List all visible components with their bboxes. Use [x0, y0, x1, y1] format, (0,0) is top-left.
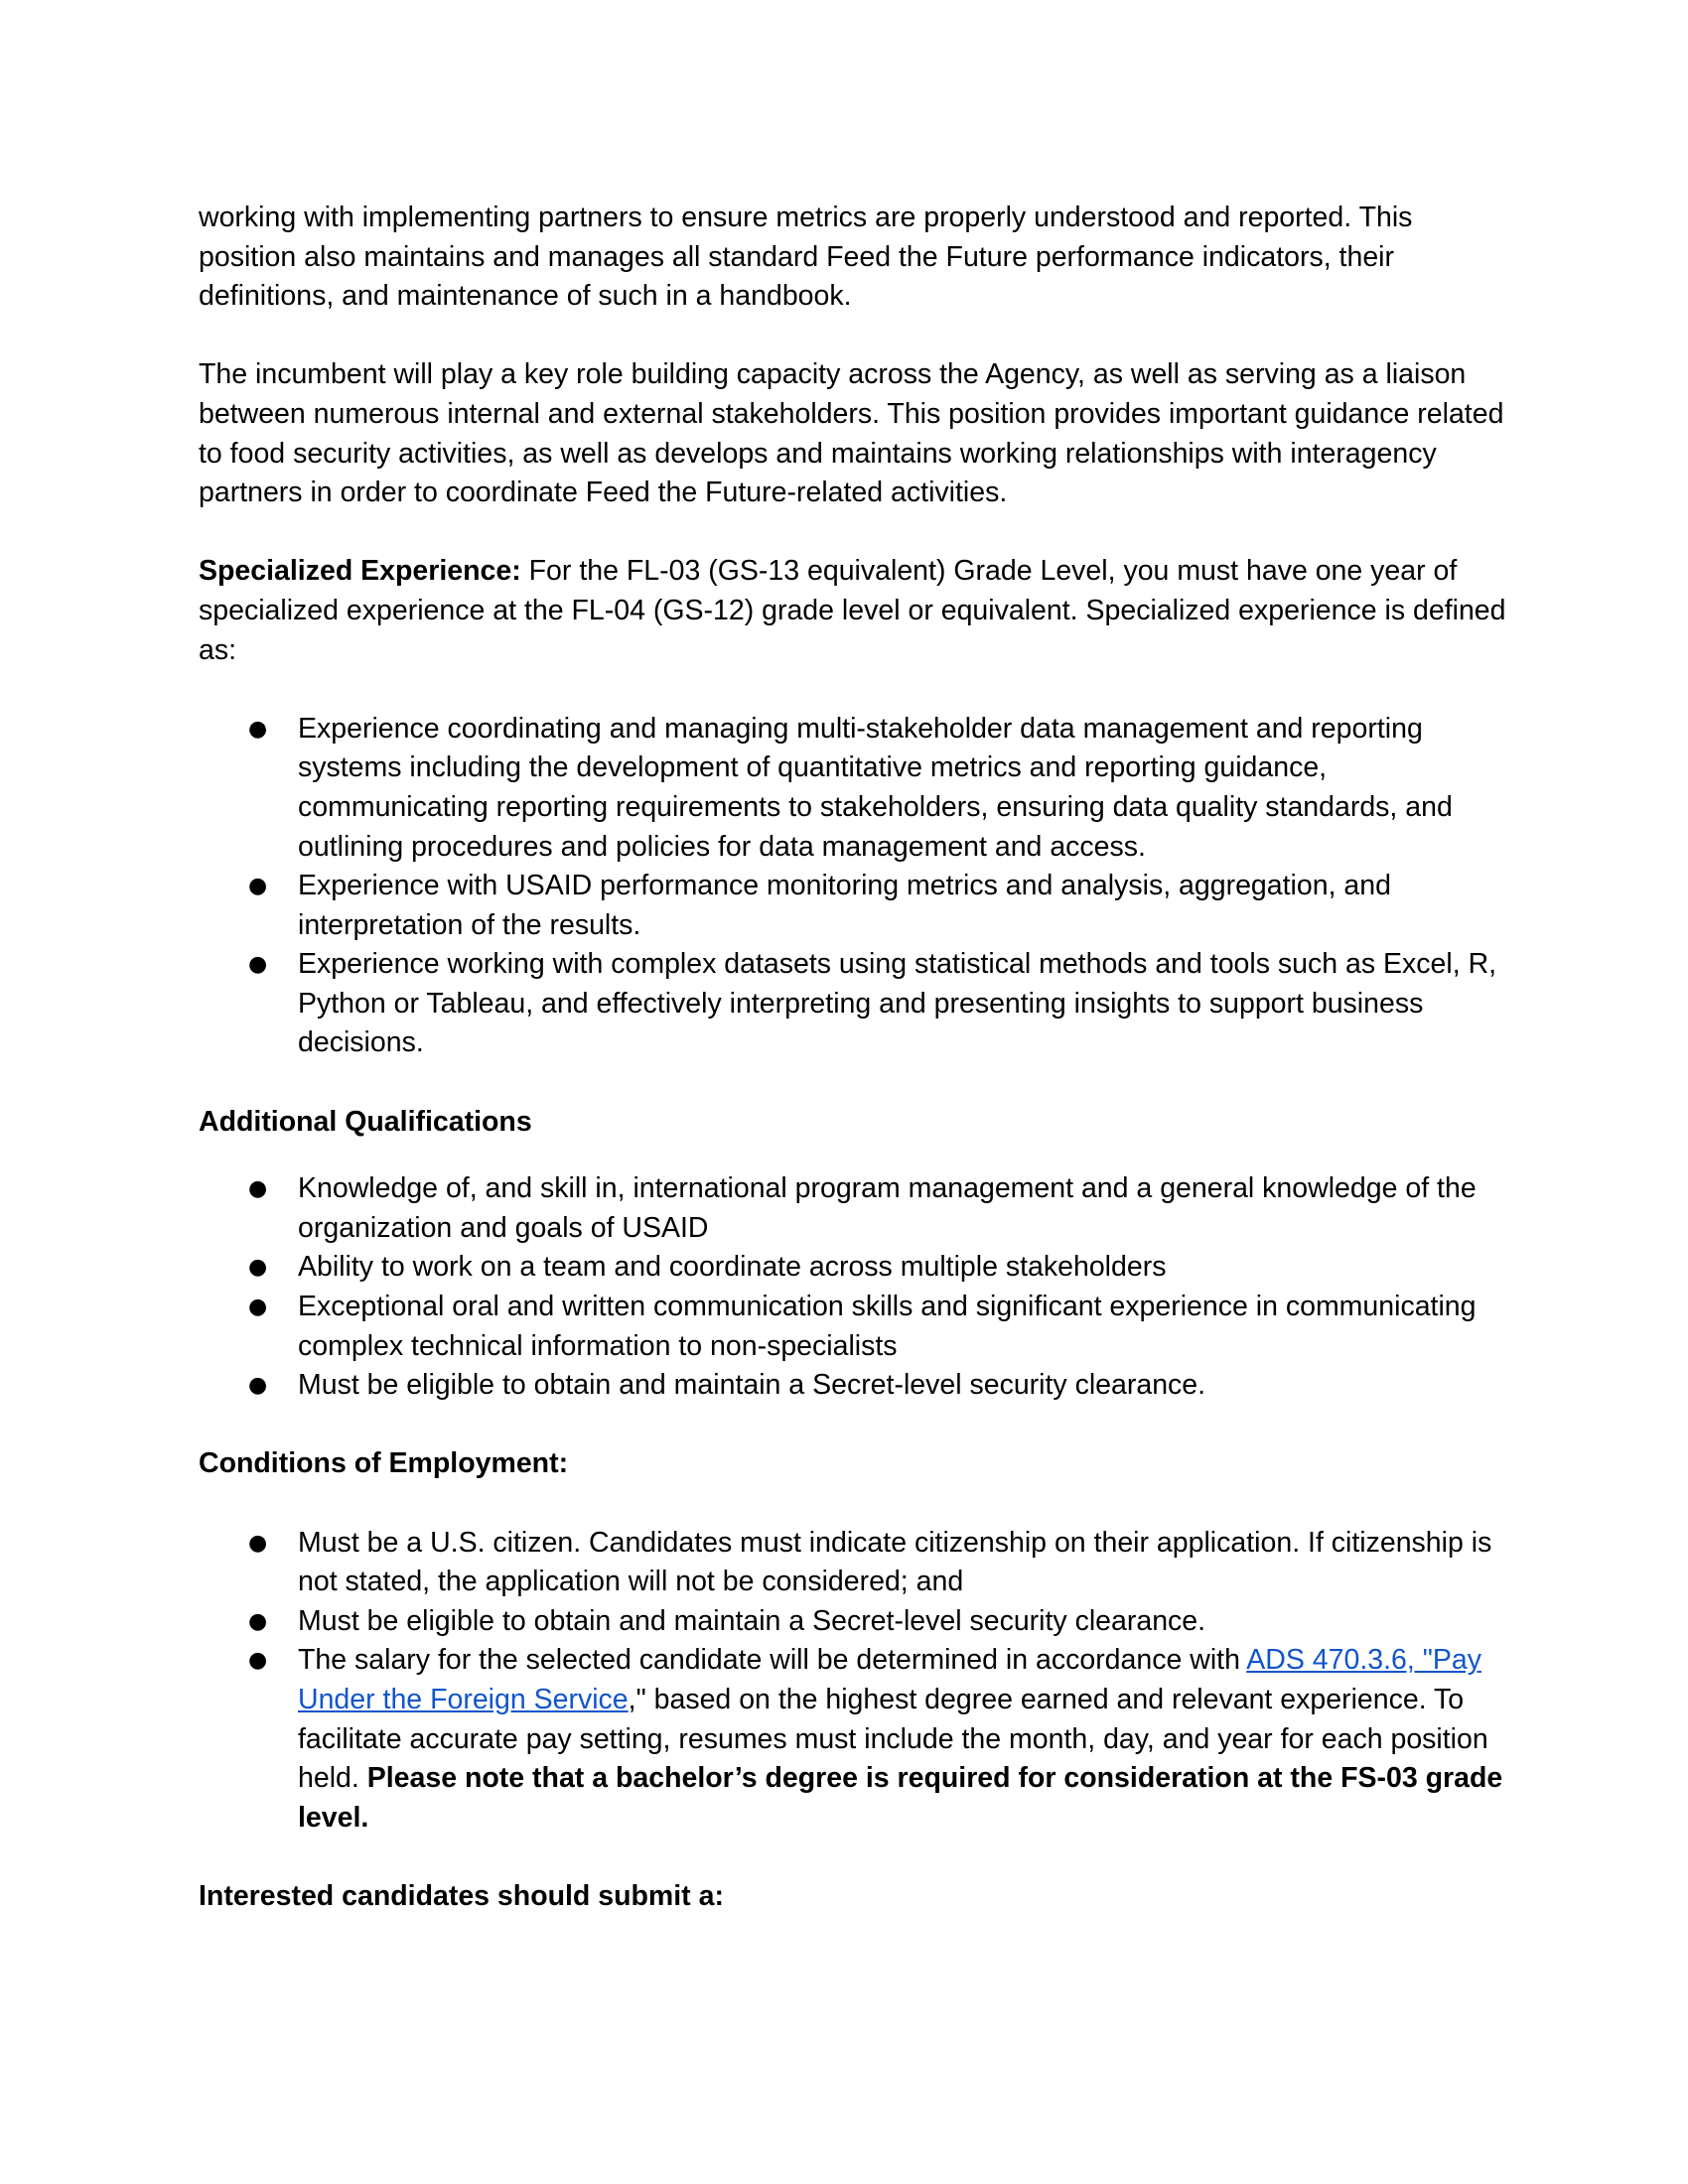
list-item — [199, 1288, 1509, 1366]
list-item-text: Must be eligible to obtain and maintain a Secret-level security clearance. — [298, 1369, 1206, 1402]
ads-470-link[interactable]: ADS 470.3.6, "Pay Under the Foreign Service — [298, 1644, 1481, 1715]
bachelors-degree-note: Please note that a bachelor’s degree is required for consideration at the FS-03 grade level. — [298, 1762, 1503, 1834]
additional-qualifications-heading: Additional Qualifications — [199, 1105, 532, 1138]
intro-paragraph-2: The incumbent will play a key role building capacity across the Agency, as well as serving as a liaison between numerous internal and external stakeholders. This position provides important guidance related to food security activities, as well as develops and maintains working relationships with interagency partners in order to coordinate Feed the Future-related activities. — [199, 358, 1504, 509]
list-item — [199, 1366, 1509, 1406]
list-item — [199, 710, 1509, 867]
salary-text-before-link: The salary for the selected candidate will be determined in accordance with — [298, 1644, 1247, 1677]
bullet-icon: ● — [248, 1648, 268, 1674]
specialized-experience-paragraph — [199, 552, 1509, 670]
bullet-icon: ● — [248, 1255, 268, 1281]
list-item — [199, 867, 1509, 945]
document-page — [199, 199, 1509, 1956]
bullet-icon: ● — [248, 1373, 268, 1399]
list-item-text: Experience with USAID performance monitoring metrics and analysis, aggregation, and interpretation of the results. — [298, 870, 1391, 941]
intro-paragraph-1: working with implementing partners to ensure metrics are properly understood and reported. This position also maintains and manages all standard Feed the Future performance indicators, their definitions, and maintenance of such in a handbook. — [199, 202, 1413, 313]
conditions-list — [199, 1524, 1509, 1839]
bullet-icon: ● — [248, 1176, 268, 1202]
list-item-text: Ability to work on a team and coordinate across multiple stakeholders — [298, 1251, 1167, 1284]
specialized-experience-text: For the FL-03 (GS-13 equivalent) Grade Level, you must have one year of specialized experience at the FL-04 (GS-12) grade level or equivalent. Specialized experience is defined as: — [199, 555, 1506, 666]
bullet-icon: ● — [248, 952, 268, 978]
additional-qualifications-list — [199, 1169, 1509, 1406]
list-item — [199, 1524, 1509, 1602]
bullet-icon: ● — [248, 1295, 268, 1320]
list-item-text: Must be a U.S. citizen. Candidates must indicate citizenship on their application. If citizenship is not stated, the application will not be considered; and — [298, 1526, 1492, 1598]
list-item — [199, 1602, 1509, 1642]
list-item-text: Knowledge of, and skill in, international program management and a general knowledge of the organization and goals of USAID — [298, 1172, 1477, 1244]
specialized-experience-list — [199, 710, 1509, 1063]
list-item-text: Experience working with complex datasets using statistical methods and tools such as Excel, R, Python or Tableau, and effectively interpreting and presenting insights to support business decisions. — [298, 948, 1497, 1059]
specialized-experience-label: Specialized Experience: — [199, 555, 521, 588]
list-item-text: Experience coordinating and managing multi-stakeholder data management and reporting systems including the development of quantitative metrics and reporting guidance, communicating reporting requirements to stakeholders, ensuring data quality standards, and outlining procedures and policies for data management and access. — [298, 712, 1453, 863]
list-item-text: Exceptional oral and written communication skills and significant experience in communicating complex technical information to non-specialists — [298, 1291, 1477, 1362]
bullet-icon: ● — [248, 1530, 268, 1556]
bullet-icon: ● — [248, 716, 268, 742]
list-item-text: Must be eligible to obtain and maintain a Secret-level security clearance. — [298, 1604, 1206, 1637]
list-item — [199, 1248, 1509, 1288]
bullet-icon: ● — [248, 1608, 268, 1634]
conditions-heading: Conditions of Employment: — [199, 1447, 569, 1480]
list-item — [199, 945, 1509, 1063]
list-item — [199, 1169, 1509, 1248]
bullet-icon: ● — [248, 874, 268, 899]
salary-text-after-link: ," based on the highest degree earned and relevant experience. To facilitate accurate pay setting, resumes must include the month, day, and year for each position held. — [298, 1683, 1488, 1795]
salary-list-item — [199, 1641, 1509, 1838]
interested-candidates-heading: Interested candidates should submit a: — [199, 1879, 724, 1912]
